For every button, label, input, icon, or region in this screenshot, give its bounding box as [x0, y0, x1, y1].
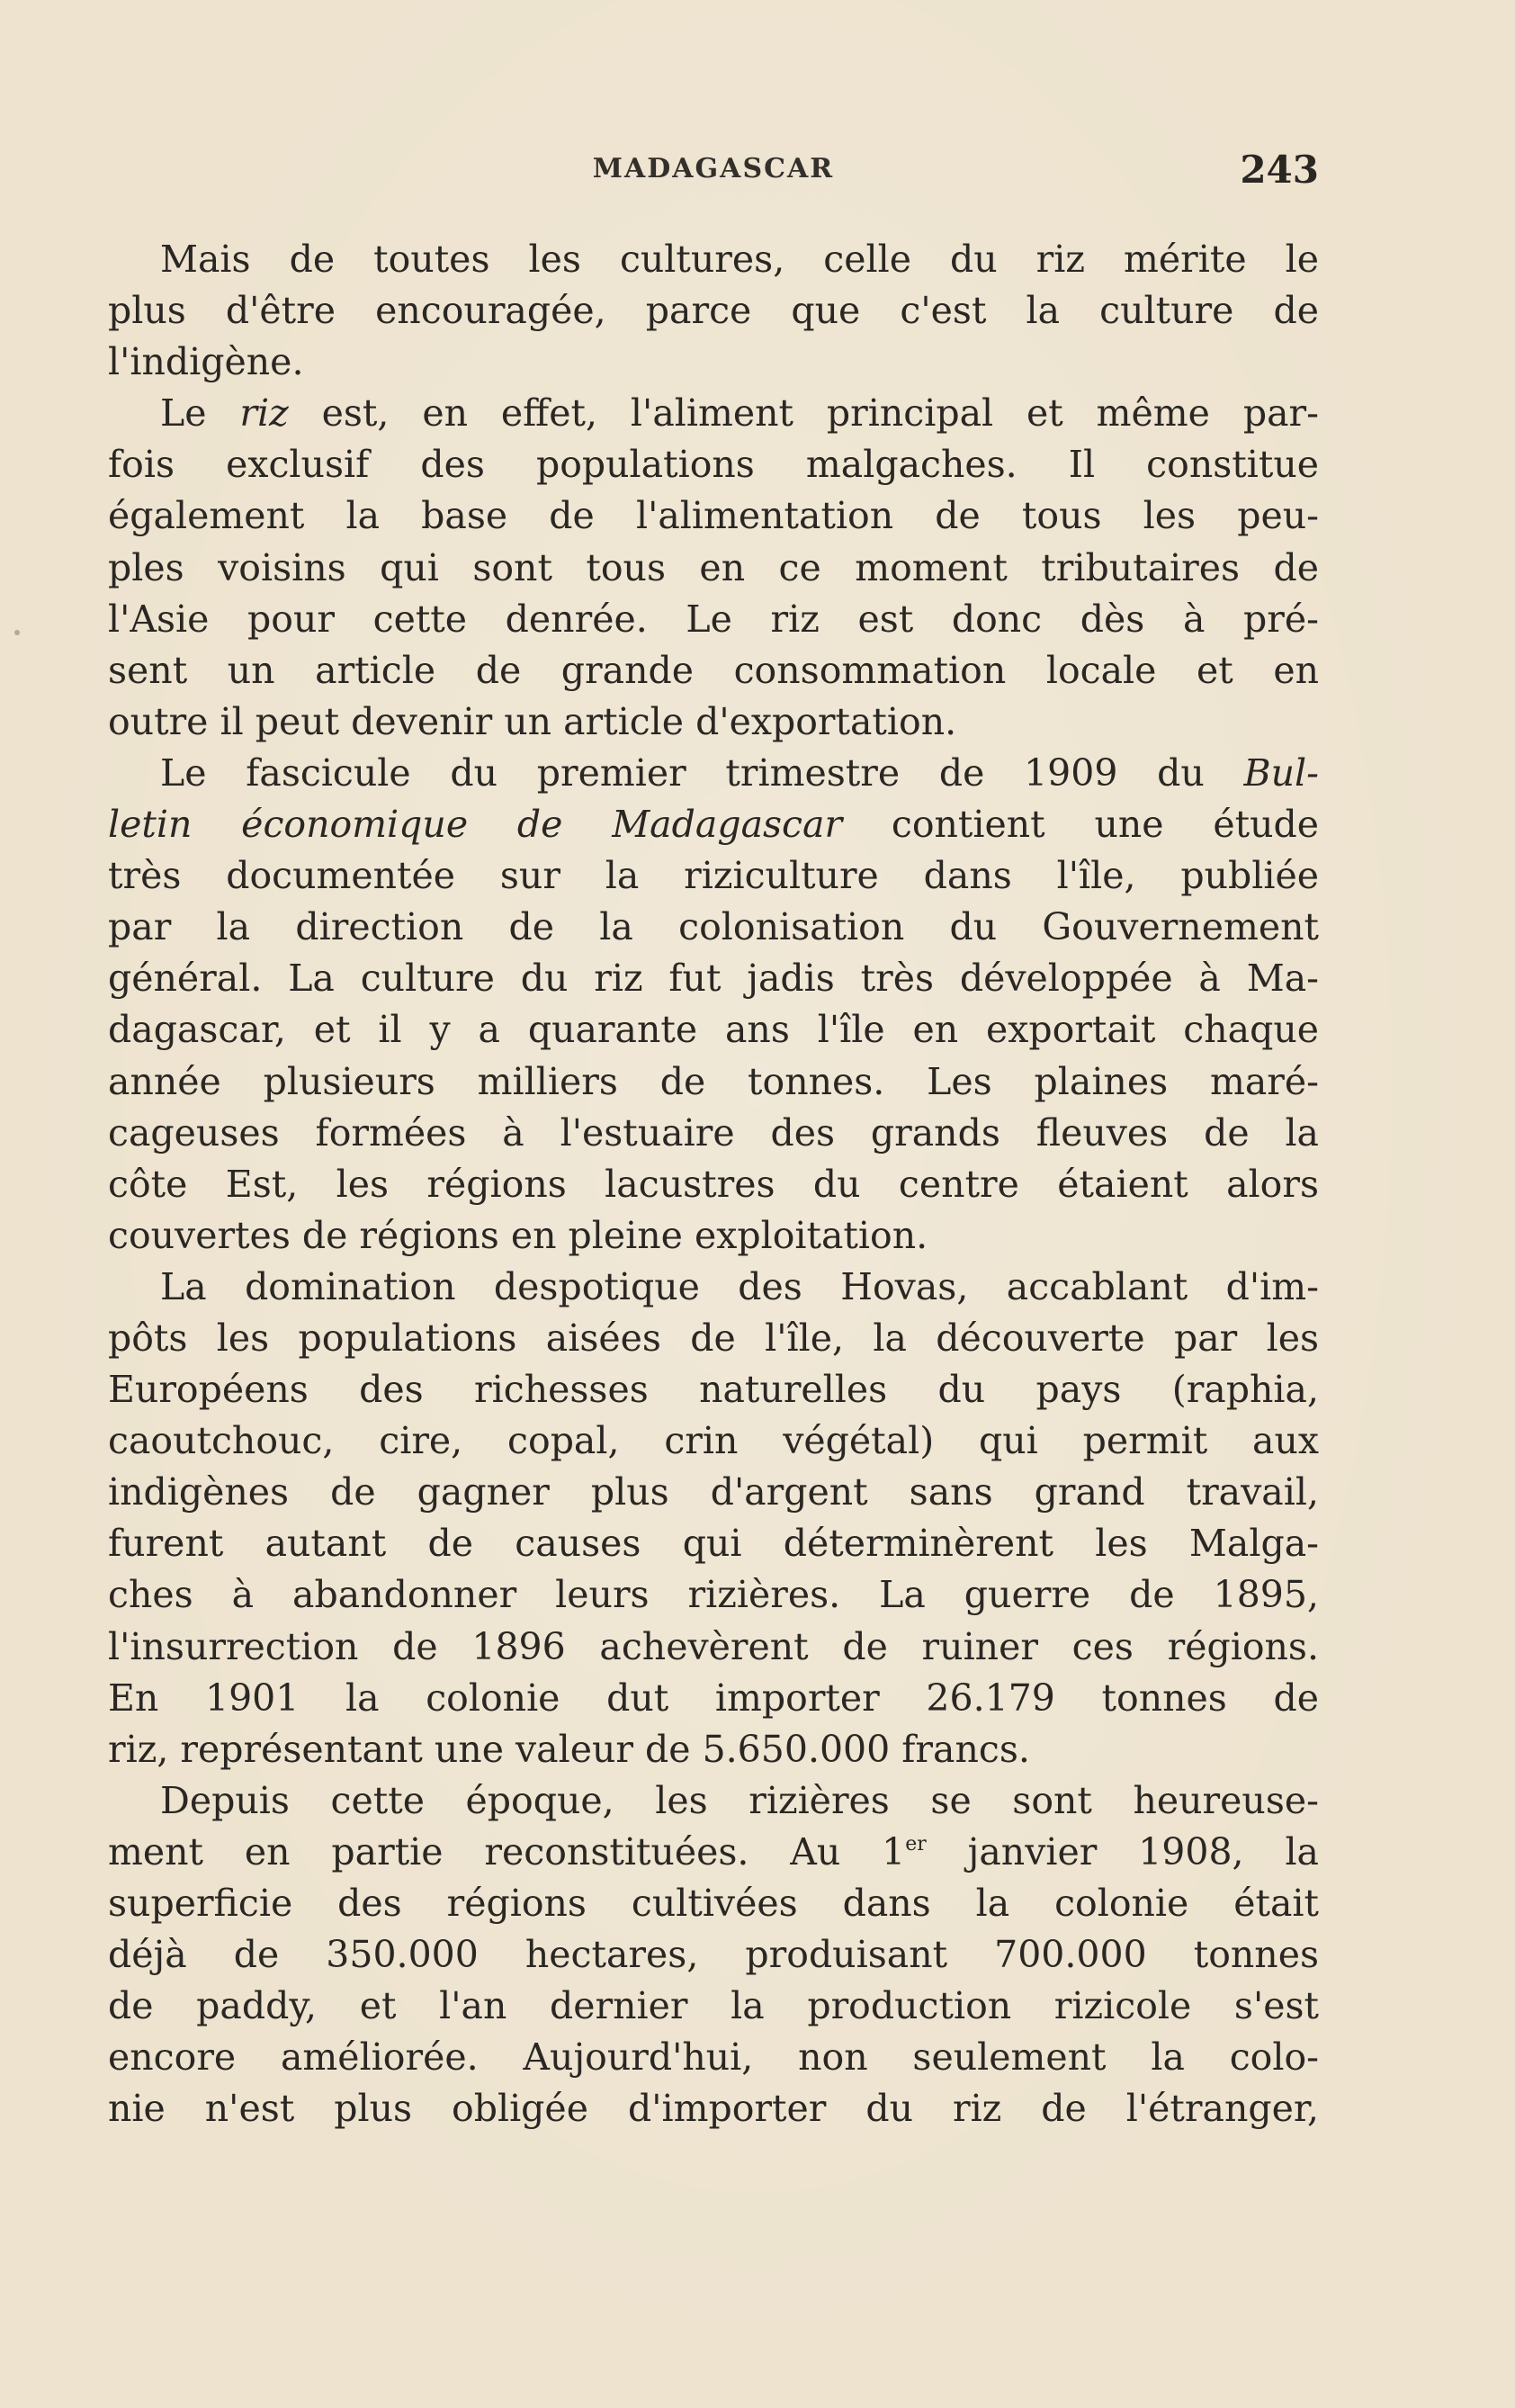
- text-line: général. La culture du riz fut jadis très développée à Ma-: [108, 957, 1319, 1001]
- text-line: En 1901 la colonie dut importer 26.179 tonnes de: [108, 1676, 1319, 1720]
- body-text: [108, 234, 1319, 2134]
- text-line: La domination despotique des Hovas, accablant d'im-: [160, 1264, 1319, 1308]
- text-line: déjà de 350.000 hectares, produisant 700.000 tonnes: [108, 1933, 1319, 1977]
- text-line: [108, 388, 1319, 439]
- text-line: l'indigène.: [108, 340, 304, 384]
- text-line: ples voisins qui sont tous en ce moment tributaires de: [108, 545, 1319, 589]
- text-line: sent un article de grande consommation locale et en: [108, 648, 1319, 692]
- text-line: riz, représentant une valeur de 5.650.000 francs.: [108, 1727, 1030, 1771]
- margin-speck: [14, 630, 20, 635]
- text-line: Depuis cette époque, les rizières se sont heureuse-: [160, 1778, 1319, 1822]
- text-line: fois exclusif des populations malgaches. Il constitue: [108, 443, 1319, 487]
- text-line: par la direction de la colonisation du Gouvernement: [108, 905, 1319, 949]
- text-line: furent autant de causes qui déterminèrent les Malga-: [108, 1522, 1319, 1566]
- text-line: caoutchouc, cire, copal, crin végétal) qui permit aux: [108, 1419, 1319, 1463]
- text-line: encore améliorée. Aujourd'hui, non seulement la colo-: [108, 2035, 1319, 2080]
- text-line: année plusieurs milliers de tonnes. Les plaines maré-: [108, 1059, 1319, 1103]
- page-number: 243: [1240, 148, 1319, 192]
- text-line: côte Est, les régions lacustres du centre étaient alors: [108, 1162, 1319, 1206]
- running-title: MADAGASCAR: [592, 153, 835, 184]
- text-line: nie n'est plus obligée d'importer du riz de l'étranger,: [108, 2087, 1319, 2131]
- text-line: [108, 1827, 1319, 1878]
- text-line: [108, 748, 1319, 799]
- italic-title: letin économique de Madagascar: [108, 803, 843, 847]
- text-line: outre il peut devenir un article d'exportation.: [108, 699, 957, 743]
- text-line: couvertes de régions en pleine exploitation.: [108, 1213, 928, 1257]
- text-segment: est, en effet, l'aliment principal et même par-: [288, 391, 1319, 436]
- text-segment: ment en partie reconstituées. Au 1: [108, 1829, 906, 1873]
- text-line: [108, 799, 1319, 850]
- ordinal-superscript: er: [905, 1832, 927, 1855]
- text-segment: janvier 1908, la: [926, 1829, 1319, 1873]
- running-head: [108, 148, 1319, 198]
- text-line: pôts les populations aisées de l'île, la découverte par les: [108, 1316, 1319, 1360]
- text-line: Mais de toutes les cultures, celle du riz mérite le: [160, 238, 1319, 281]
- italic-title: Bul-: [1243, 750, 1319, 795]
- text-line: l'insurrection de 1896 achevèrent de ruiner ces régions.: [108, 1624, 1319, 1668]
- text-line: Européens des richesses naturelles du pays (raphia,: [108, 1368, 1319, 1412]
- text-segment: Le fascicule du premier trimestre de 1909 du: [160, 750, 1244, 795]
- text-line: l'Asie pour cette denrée. Le riz est donc dès à pré-: [108, 597, 1319, 641]
- text-line: plus d'être encouragée, parce que c'est la culture de: [108, 289, 1319, 333]
- italic-term: riz: [239, 391, 289, 436]
- text-line: superficie des régions cultivées dans la colonie était: [108, 1882, 1319, 1925]
- text-segment: contient une étude: [842, 803, 1319, 847]
- text-line: très documentée sur la riziculture dans l'île, publiée: [108, 854, 1319, 898]
- text-line: également la base de l'alimentation de tous les peu-: [108, 494, 1319, 538]
- text-line: indigènes de gagner plus d'argent sans grand travail,: [108, 1470, 1319, 1514]
- text-segment: Le: [160, 391, 240, 436]
- text-line: cageuses formées à l'estuaire des grands fleuves de la: [108, 1110, 1319, 1155]
- text-line: de paddy, et l'an dernier la production rizicole s'est: [108, 1984, 1319, 2028]
- text-line: dagascar, et il y a quarante ans l'île en exportait chaque: [108, 1008, 1319, 1052]
- text-line: ches à abandonner leurs rizières. La guerre de 1895,: [108, 1573, 1319, 1617]
